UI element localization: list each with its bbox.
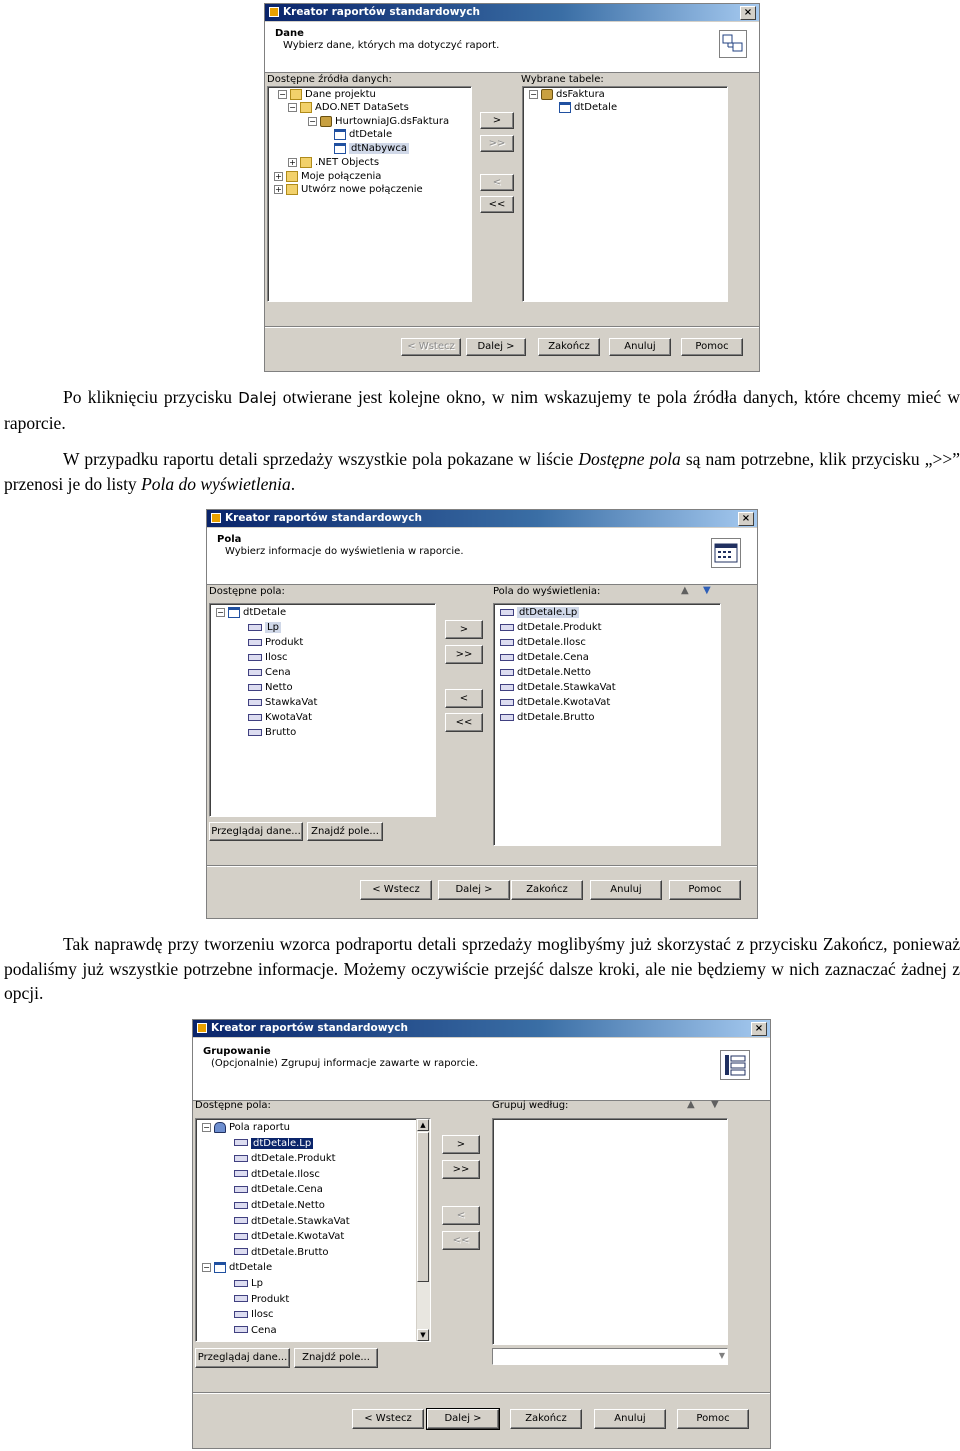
tree-item[interactable] <box>248 636 303 650</box>
chevron-down-icon[interactable]: ▼ <box>718 1351 725 1360</box>
tree-item[interactable] <box>234 1215 350 1229</box>
fields-step-icon <box>711 538 741 568</box>
tree-item-label: HurtowniaJG.dsFaktura <box>335 116 450 127</box>
field-icon <box>500 714 514 721</box>
move-down-icon[interactable]: ▼ <box>711 1099 719 1110</box>
collapse-icon[interactable]: − <box>203 1122 210 1132</box>
field-icon <box>248 639 262 646</box>
tree-item-label: dtDetale.Netto <box>251 1200 325 1211</box>
tree-item-label: dtDetale.KwotaVat <box>251 1231 345 1243</box>
paragraph-all-fields <box>4 447 960 496</box>
tree-item-label: Produkt <box>251 1293 290 1305</box>
tree-item[interactable] <box>288 101 409 115</box>
available-fields-tree[interactable] <box>209 603 436 817</box>
display-fields-list[interactable] <box>493 603 721 846</box>
tree-item-label: dtDetale <box>574 102 618 113</box>
collapse-icon[interactable]: − <box>217 607 224 617</box>
remove-button[interactable]: < <box>480 174 514 191</box>
tree-item-label: Netto <box>265 682 293 693</box>
paragraph-next-step <box>4 385 960 435</box>
move-up-icon[interactable]: ▲ <box>687 1099 695 1110</box>
field-icon <box>234 1248 248 1255</box>
field-icon <box>234 1186 248 1193</box>
browse-data-button[interactable]: Przeglądaj dane... <box>209 822 303 841</box>
tree-item-label: Ilosc <box>251 1309 274 1321</box>
field-icon <box>234 1202 248 1209</box>
tree-item[interactable] <box>334 142 409 156</box>
available-sources-tree[interactable] <box>267 86 472 302</box>
step-subtitle: Wybierz informacje do wyświetlenia w raporcie. <box>225 546 464 557</box>
step-title: Dane <box>275 28 304 39</box>
step-title: Pola <box>217 534 242 545</box>
folder-icon <box>300 157 312 168</box>
back-button[interactable]: < Wstecz <box>360 880 432 900</box>
cancel-button[interactable]: Anuluj <box>594 1409 666 1429</box>
dialog-title: Kreator raportów standardowych <box>283 6 480 18</box>
help-button[interactable]: Pomoc <box>669 880 741 900</box>
available-fields-label: Dostępne pola: <box>209 586 285 597</box>
tree-item[interactable] <box>278 88 376 102</box>
cancel-button[interactable]: Anuluj <box>609 338 671 356</box>
tree-item-label: dtDetale.Lp <box>519 607 578 618</box>
folder-icon <box>286 171 298 182</box>
tree-item[interactable] <box>234 1137 313 1151</box>
dialog-header <box>207 528 757 585</box>
tree-item[interactable] <box>234 1277 263 1291</box>
group-order-dropdown[interactable] <box>492 1348 728 1365</box>
tree-item-label: dtDetale.Produkt <box>517 622 602 633</box>
help-button[interactable]: Pomoc <box>677 1409 749 1429</box>
tree-item[interactable] <box>559 101 617 115</box>
remove-button[interactable]: < <box>445 689 483 708</box>
field-icon <box>234 1311 248 1318</box>
tree-item[interactable] <box>202 1121 290 1135</box>
tree-item[interactable] <box>500 681 616 695</box>
tree-item[interactable] <box>248 621 281 635</box>
tree-item-label: dtDetale.Ilosc <box>517 637 586 648</box>
tree-item-label: .NET Objects <box>315 157 380 168</box>
selected-tables-tree[interactable] <box>522 86 728 302</box>
tree-item[interactable] <box>248 696 317 710</box>
tree-item-label: dtDetale.Brutto <box>517 712 595 723</box>
browse-data-button[interactable]: Przeglądaj dane... <box>195 1348 290 1368</box>
expand-icon[interactable]: + <box>289 157 296 167</box>
display-fields-label: Pola do wyświetlenia: <box>493 586 601 597</box>
grouping-step-icon <box>720 1050 750 1080</box>
emphasis: Pola do wyświetlenia <box>141 473 291 494</box>
step-subtitle: Wybierz dane, których ma dotyczyć raport. <box>283 40 500 51</box>
remove-button[interactable]: < <box>442 1206 480 1225</box>
footer-separator <box>193 1392 770 1394</box>
field-icon <box>248 669 262 676</box>
folder-icon <box>286 184 298 195</box>
field-icon <box>248 624 262 631</box>
field-icon <box>500 699 514 706</box>
tree-item[interactable] <box>234 1183 323 1197</box>
table-icon <box>334 129 346 140</box>
app-icon <box>197 1023 207 1033</box>
table-icon <box>228 607 240 618</box>
tree-item[interactable] <box>234 1324 277 1338</box>
dialog-title-bar <box>265 4 759 21</box>
help-button[interactable]: Pomoc <box>681 338 743 356</box>
available-sources-label: Dostępne źródła danych: <box>267 74 392 85</box>
dialog-header <box>193 1038 770 1101</box>
person-icon <box>214 1122 226 1133</box>
text: Po kliknięciu przycisku <box>63 387 239 407</box>
scroll-thumb[interactable] <box>417 1132 429 1282</box>
field-icon <box>500 609 514 616</box>
field-icon <box>234 1217 248 1224</box>
field-icon <box>248 714 262 721</box>
tree-item-label: dtDetale.Ilosc <box>251 1168 320 1180</box>
tree-item[interactable] <box>500 651 589 665</box>
tree-item-label: dtDetale.KwotaVat <box>517 697 611 708</box>
next-button[interactable]: Dalej > <box>427 1409 499 1429</box>
footer-separator <box>207 865 757 867</box>
field-icon <box>234 1139 248 1146</box>
remove-all-button[interactable]: << <box>480 196 514 213</box>
tree-item-label: Moje połączenia <box>301 171 382 182</box>
tree-item-label: dtDetale.Cena <box>517 652 589 663</box>
tree-item[interactable] <box>529 88 605 102</box>
tree-item-label: Pola raportu <box>229 1122 290 1133</box>
tree-item-label: dtDetale.Lp <box>253 1137 312 1149</box>
footer-separator <box>265 326 759 328</box>
add-button[interactable]: > <box>442 1135 480 1154</box>
collapse-icon[interactable]: − <box>530 89 537 99</box>
tree-item-label: dtDetale.Brutto <box>251 1246 329 1258</box>
tree-item[interactable] <box>234 1230 344 1244</box>
app-icon <box>269 7 279 17</box>
tree-item[interactable] <box>288 156 379 170</box>
scroll-down-button[interactable]: ▼ <box>417 1329 429 1341</box>
tree-item-label: dtDetale <box>349 129 393 140</box>
table-icon <box>214 1262 226 1273</box>
available-fields-label: Dostępne pola: <box>195 1100 271 1111</box>
tree-item[interactable] <box>234 1293 289 1307</box>
dialog-title-bar <box>207 510 757 527</box>
field-icon <box>500 624 514 631</box>
field-icon <box>234 1155 248 1162</box>
add-all-button[interactable]: >> <box>445 645 483 664</box>
emphasis: Dostępne pola <box>578 449 681 469</box>
field-icon <box>234 1233 248 1240</box>
tree-item-label: Produkt <box>265 637 304 648</box>
find-field-button[interactable]: Znajdź pole... <box>294 1348 378 1368</box>
expand-icon[interactable]: + <box>275 184 282 194</box>
move-down-icon[interactable]: ▼ <box>703 585 711 596</box>
wizard-dialog-fields <box>206 509 758 919</box>
remove-all-button[interactable]: << <box>445 713 483 732</box>
tree-item-label: Dane projektu <box>305 89 376 100</box>
tree-item-label: dtDetale.StawkaVat <box>251 1215 350 1227</box>
tree-item-label: dtDetale <box>243 607 287 618</box>
tree-item-label: Lp <box>251 1278 263 1289</box>
tree-item[interactable] <box>500 711 595 725</box>
tree-item-label: Ilosc <box>265 652 288 663</box>
tree-item[interactable] <box>234 1246 329 1260</box>
tree-item-label: Brutto <box>265 727 297 738</box>
tree-item[interactable] <box>234 1199 325 1213</box>
tree-item-label: KwotaVat <box>265 712 313 723</box>
next-button[interactable]: Dalej > <box>466 338 526 356</box>
tree-item-label: dtDetale <box>229 1262 273 1274</box>
dialog-title: Kreator raportów standardowych <box>211 1022 408 1034</box>
tree-item[interactable] <box>500 621 602 635</box>
tree-item[interactable] <box>248 711 312 725</box>
add-all-button[interactable]: >> <box>480 135 514 152</box>
text: W przypadku raportu detali sprzedaży wszystkie pola pokazane w liście <box>63 449 579 469</box>
wizard-dialog-grouping <box>192 1019 771 1449</box>
tree-item-label: dtDetale.Cena <box>251 1184 323 1196</box>
field-icon <box>248 684 262 691</box>
tree-item-label: StawkaVat <box>265 697 318 708</box>
field-icon <box>500 669 514 676</box>
selected-tables-label: Wybrane tabele: <box>521 74 604 85</box>
group-by-list[interactable] <box>492 1118 728 1345</box>
tree-item[interactable] <box>500 666 591 680</box>
tree-item[interactable] <box>334 128 392 142</box>
finish-button[interactable]: Zakończ <box>511 880 583 900</box>
field-icon <box>234 1295 248 1302</box>
tree-item-label: dtDetale.Produkt <box>251 1153 336 1165</box>
table-icon <box>559 102 571 113</box>
field-icon <box>248 699 262 706</box>
tree-item[interactable] <box>248 666 291 680</box>
field-icon <box>500 654 514 661</box>
db-icon <box>541 89 553 100</box>
move-up-icon[interactable]: ▲ <box>681 585 689 596</box>
tree-item[interactable] <box>308 115 449 129</box>
tree-item[interactable] <box>234 1152 336 1166</box>
close-button[interactable]: × <box>738 512 754 526</box>
dialog-title: Kreator raportów standardowych <box>225 512 422 524</box>
collapse-icon[interactable]: − <box>309 116 316 126</box>
find-field-button[interactable]: Znajdź pole... <box>307 822 383 841</box>
step-title: Grupowanie <box>203 1046 271 1057</box>
tree-item[interactable] <box>248 681 293 695</box>
dialog-header <box>265 22 759 73</box>
inline-code: Dalej <box>238 389 277 407</box>
expand-icon[interactable]: + <box>275 171 282 181</box>
db-icon <box>320 116 332 127</box>
finish-button[interactable]: Zakończ <box>538 338 600 356</box>
collapse-icon[interactable]: − <box>289 102 296 112</box>
add-button[interactable]: > <box>480 112 514 129</box>
field-icon <box>500 639 514 646</box>
tree-item-label: dtNabywca <box>351 143 407 154</box>
tree-item[interactable] <box>274 183 423 197</box>
tree-item-label: Cena <box>251 1324 277 1336</box>
back-button[interactable]: < Wstecz <box>352 1409 424 1429</box>
tree-item[interactable] <box>500 696 610 710</box>
tree-item-label: dtDetale.Netto <box>517 667 591 678</box>
back-button[interactable]: < Wstecz <box>401 338 461 356</box>
tree-item[interactable] <box>234 1168 320 1182</box>
folder-icon <box>300 102 312 113</box>
collapse-icon[interactable]: − <box>279 89 286 99</box>
add-all-button[interactable]: >> <box>442 1160 480 1179</box>
tree-item[interactable] <box>500 606 579 620</box>
tree-item[interactable] <box>216 606 286 620</box>
tree-item-label: dtDetale.StawkaVat <box>517 682 616 693</box>
vertical-scrollbar[interactable] <box>416 1119 430 1341</box>
cancel-button[interactable]: Anuluj <box>590 880 662 900</box>
folder-icon <box>290 89 302 100</box>
tree-item-label: ADO.NET DataSets <box>315 102 409 113</box>
tree-item[interactable] <box>500 636 586 650</box>
close-button[interactable]: × <box>740 6 756 20</box>
field-icon <box>248 654 262 661</box>
tree-item-label: dsFaktura <box>556 89 605 100</box>
paragraph-finish-note <box>4 932 960 1006</box>
add-button[interactable]: > <box>445 620 483 639</box>
table-icon <box>334 143 346 154</box>
tree-item[interactable] <box>274 170 381 184</box>
field-icon <box>234 1280 248 1287</box>
available-fields-tree[interactable] <box>195 1118 431 1342</box>
step-subtitle: (Opcjonalnie) Zgrupuj informacje zawarte w raporcie. <box>211 1058 479 1069</box>
tree-item-label: Cena <box>265 667 291 678</box>
tree-item[interactable] <box>202 1261 272 1275</box>
tree-item-label: Lp <box>267 622 279 633</box>
field-icon <box>234 1326 248 1333</box>
tree-item[interactable] <box>234 1308 274 1322</box>
dialog-title-bar <box>193 1020 770 1037</box>
group-by-label: Grupuj według: <box>492 1100 569 1111</box>
field-icon <box>500 684 514 691</box>
next-button[interactable]: Dalej > <box>438 880 510 900</box>
data-step-icon <box>719 30 747 58</box>
field-icon <box>248 729 262 736</box>
collapse-icon[interactable]: − <box>203 1262 210 1272</box>
tree-item[interactable] <box>248 726 296 740</box>
tree-item-label: Utwórz nowe połączenie <box>301 184 423 195</box>
text: Tak naprawdę przy tworzeniu wzorca podraportu detali sprzedaży moglibyśmy już skorzystać z przycisku Zakończ, ponieważ podaliśmy już wszystkie potrzebne informacje. Możemy oczywiście przejść dalsze kroki, ale nie będziemy w nich zaznaczać żadnej z opcji. <box>4 934 960 1003</box>
finish-button[interactable]: Zakończ <box>510 1409 582 1429</box>
scroll-up-button[interactable]: ▲ <box>417 1119 429 1131</box>
remove-all-button[interactable]: << <box>442 1231 480 1250</box>
tree-item[interactable] <box>248 651 288 665</box>
text: są nam potrzebne, klik przycisku „>>” przenosi je do listy <box>4 449 960 494</box>
text: otwierane jest kolejne okno, w nim wskazujemy te pola źródła danych, które chcemy mieć w raporcie. <box>4 387 960 433</box>
text: . <box>290 473 296 494</box>
field-icon <box>234 1170 248 1177</box>
close-button[interactable]: × <box>751 1022 767 1036</box>
app-icon <box>211 513 221 523</box>
wizard-dialog-data <box>264 3 760 372</box>
